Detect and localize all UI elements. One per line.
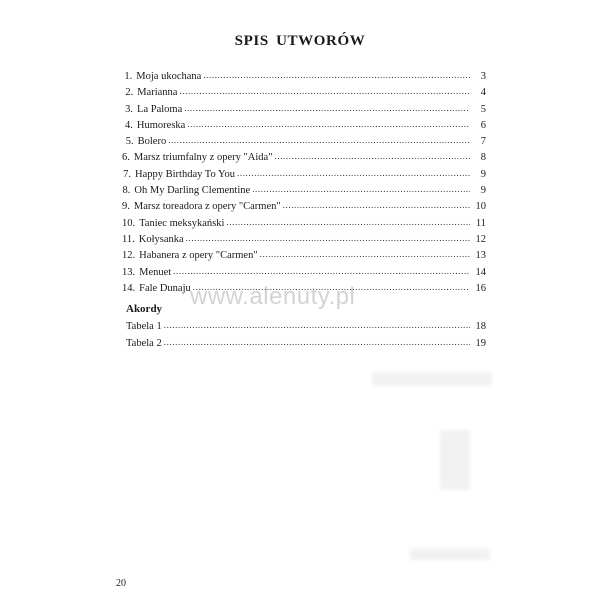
toc-entry-page: 7 [480,136,486,148]
toc-entry-13 [122,264,486,280]
dot-leader [237,165,470,182]
toc-entry-number: 14. [122,282,136,294]
toc-entry-page: 8 [480,152,486,164]
toc-entry-page: 10 [475,201,486,213]
akordy-entry-2 [126,335,486,352]
dot-leader [187,116,470,133]
toc-entry-number: 3. [125,103,134,115]
toc-entry-10 [122,215,486,231]
dot-leader [203,67,470,84]
toc-entry-number: 10. [122,217,136,229]
dot-leader [260,246,470,263]
toc-entry-title: Humoreska [136,119,186,131]
page-title: SPIS UTWORÓW [234,33,366,49]
akordy-list [126,318,486,352]
toc-entry-title: Bolero [137,136,167,148]
toc-entry-title: Kołysanka [138,233,184,245]
dot-leader [186,230,470,247]
toc-entry-2 [122,84,486,100]
toc-entry-page: 5 [480,103,486,115]
dot-leader [164,334,470,351]
dot-leader [179,83,470,100]
toc-entry-title: Oh My Darling Clementine [134,185,251,197]
dot-leader [252,181,470,198]
toc-entry-title: Fale Dunaju [139,282,191,294]
watermark-text: www.alenuty.pl [190,283,356,310]
toc-entry-1 [122,68,486,84]
toc-entry-6 [122,149,486,165]
toc-entry-page: 11 [475,217,486,229]
toc-entry-number: 11. [122,233,135,245]
toc-entry-page: 12 [475,233,486,245]
akordy-entry-title: Tabela 2 [126,338,162,349]
toc-entry-page: 9 [480,168,486,180]
dot-leader [164,317,470,334]
toc-entry-title: Menuet [139,266,172,278]
akordy-entry-title: Tabela 1 [126,321,162,332]
toc-entry-number: 13. [122,266,136,278]
toc-entry-9 [122,198,486,214]
toc-entry-number: 7. [123,168,131,180]
scan-artifact [440,430,470,490]
toc-entry-8 [122,182,486,198]
page-number: 20 [116,578,126,589]
toc-entry-4 [122,117,486,133]
toc-entry-title: Taniec meksykański [139,217,225,229]
toc-entry-5 [122,133,486,149]
toc-entry-page: 16 [475,282,486,294]
dot-leader [168,132,470,149]
toc-entry-number: 5. [125,136,134,148]
scan-artifact [410,548,490,560]
akordy-entry-1 [126,318,486,335]
toc-entry-number: 12. [122,250,136,262]
akordy-entry-page: 18 [475,321,486,332]
dot-leader [173,263,470,280]
toc-entry-page: 13 [475,250,486,262]
toc-entry-title: Happy Birthday To You [135,168,235,180]
toc-entry-12 [122,247,486,263]
toc-entry-page: 6 [480,119,486,131]
toc-entry-title: Marsz toreadora z opery "Carmen" [133,201,281,213]
toc-entry-title: Marianna [137,87,178,99]
toc-entry-11 [122,231,486,247]
toc-entry-page: 9 [480,185,486,197]
toc-entry-number: 2. [125,87,134,99]
akordy-entry-page: 19 [475,338,486,349]
toc-entry-number: 6. [122,152,130,164]
toc-entry-3 [122,101,486,117]
toc-entry-number: 1. [124,71,133,82]
dot-leader [184,100,470,117]
toc-entry-title: Marsz triumfalny z opery "Aida" [133,152,273,164]
toc-entry-number: 4. [125,119,133,131]
toc-entry-title: Moja ukochana [136,71,202,82]
table-of-contents [122,68,486,296]
toc-entry-page: 3 [480,71,486,82]
dot-leader [275,148,471,165]
toc-entry-title: Habanera z opery "Carmen" [139,250,258,262]
toc-entry-number: 8. [122,185,131,197]
dot-leader [226,214,470,231]
toc-entry-page: 14 [475,266,486,278]
toc-entry-7 [122,166,486,182]
toc-entry-number: 9. [122,201,130,213]
dot-leader [283,197,470,214]
scan-artifact [372,372,492,386]
toc-entry-page: 4 [480,87,486,99]
akordy-heading: Akordy [126,303,163,315]
toc-entry-title: La Paloma [137,103,183,115]
